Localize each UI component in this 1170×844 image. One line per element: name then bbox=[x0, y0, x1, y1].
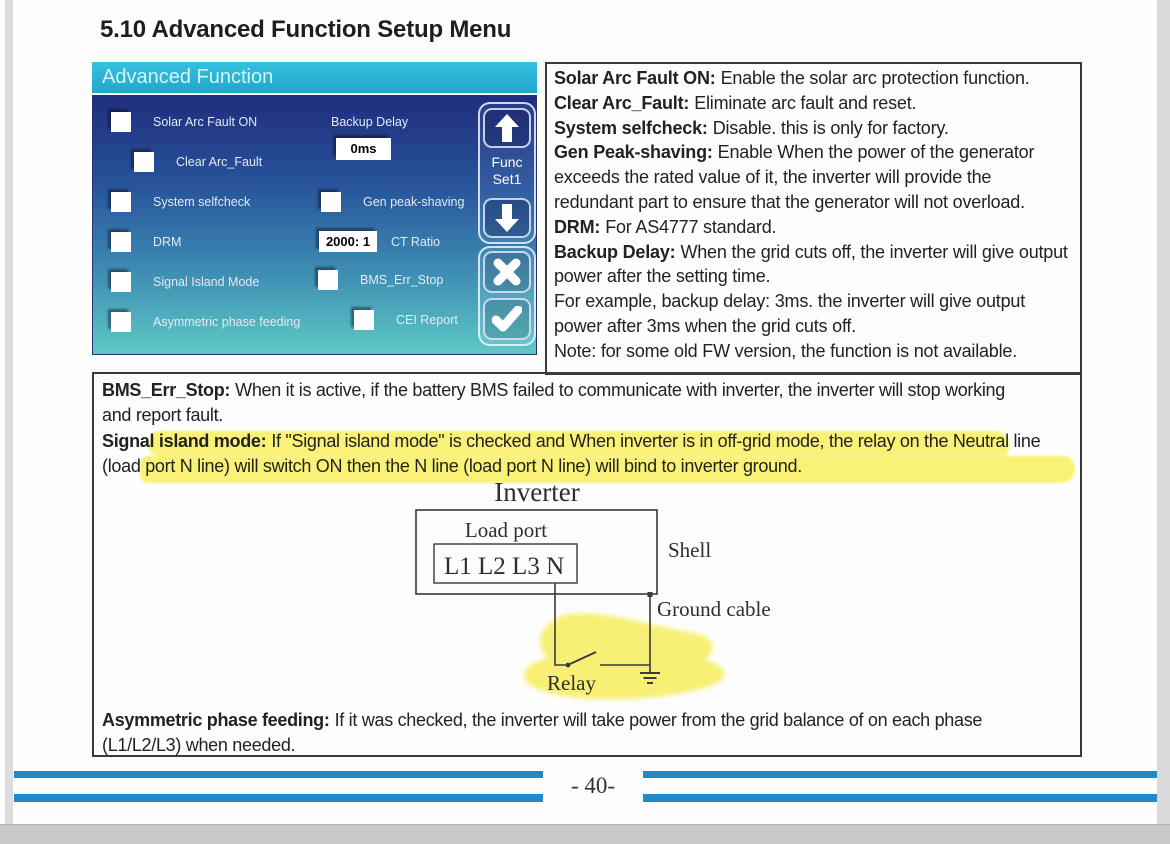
inverter-relay-diagram bbox=[94, 474, 1084, 710]
shell-label: Shell bbox=[668, 538, 712, 562]
scan-edge-left bbox=[5, 0, 13, 824]
func-set-button-group bbox=[478, 102, 536, 244]
relay-label: Relay bbox=[547, 671, 596, 695]
func-set1-label: Func Set1 bbox=[491, 154, 523, 187]
checkbox-label: Gen peak-shaving bbox=[363, 195, 465, 209]
advanced-function-panel bbox=[92, 62, 537, 357]
checkbox-asymmetric-phase-feeding[interactable] bbox=[111, 312, 131, 332]
up-arrow-icon bbox=[492, 113, 522, 143]
desc-backup-delay: Backup Delay: When the grid cuts off, the inverter will give output power after the setting time. bbox=[554, 241, 1068, 287]
desc-backup-delay-note: Note: for some old FW version, the function is not available. bbox=[554, 340, 1018, 361]
ground-cable-label: Ground cable bbox=[657, 597, 771, 621]
desc-drm: DRM: For AS4777 standard. bbox=[554, 216, 777, 237]
page-number: - 40- bbox=[543, 764, 643, 808]
panel-body bbox=[92, 95, 537, 355]
checkbox-label: CEI Report bbox=[396, 313, 458, 327]
checkbox-label: Clear Arc_Fault bbox=[176, 155, 263, 169]
checkbox-label: DRM bbox=[153, 235, 182, 249]
desc-solar-arc-fault: Solar Arc Fault ON: Enable the solar arc protection function. bbox=[554, 68, 1030, 88]
confirm-cancel-button-group bbox=[478, 246, 536, 346]
checkbox-system-selfcheck[interactable] bbox=[111, 192, 131, 212]
diagram-title: Inverter bbox=[494, 477, 580, 507]
checkbox-solar-arc-fault[interactable] bbox=[111, 112, 131, 132]
scroll-up-button[interactable] bbox=[483, 108, 531, 148]
ct-ratio-input[interactable]: 2000: 1 bbox=[319, 231, 377, 252]
desc-signal-island-mode: Signal island mode: If "Signal island mode" is checked and When inverter is in off-grid mode, the relay on the Neutral line (load port N line) will switch ON then the N line (load port N line) will bind to inverter ground. bbox=[102, 431, 1041, 476]
desc-bms-err-stop: BMS_Err_Stop: When it is active, if the battery BMS failed to communicate with inverter, the inverter will stop working and report fault. bbox=[102, 380, 1005, 425]
section-title: 5.10 Advanced Function Setup Menu bbox=[100, 16, 512, 43]
scroll-down-button[interactable] bbox=[483, 198, 531, 238]
close-icon bbox=[493, 258, 521, 286]
checkbox-label: BMS_Err_Stop bbox=[360, 273, 444, 287]
checkmark-icon bbox=[492, 306, 522, 332]
function-descriptions-box bbox=[545, 62, 1082, 375]
checkbox-signal-island-mode[interactable] bbox=[111, 272, 131, 292]
checkbox-label: Signal Island Mode bbox=[153, 275, 260, 289]
checkbox-clear-arc-fault[interactable] bbox=[134, 152, 154, 172]
scan-edge-right bbox=[1157, 0, 1170, 844]
checkbox-bms-err-stop[interactable] bbox=[318, 270, 338, 290]
backup-delay-input[interactable]: 0ms bbox=[336, 138, 391, 160]
relay-pivot-dot bbox=[566, 663, 571, 668]
desc-asymmetric-phase-feeding: Asymmetric phase feeding: If it was checked, the inverter will take power from the grid balance of on each phase (L1/L2/L3) when needed. bbox=[102, 710, 983, 755]
notes-and-diagram-box bbox=[92, 372, 1082, 757]
cancel-button[interactable] bbox=[483, 251, 531, 293]
down-arrow-icon bbox=[492, 203, 522, 233]
desc-backup-delay-example: For example, backup delay: 3ms. the inverter will give output power after 3ms when the grid cuts off. bbox=[554, 291, 1026, 336]
terminals-label: L1 L2 L3 N bbox=[444, 553, 565, 580]
checkbox-drm[interactable] bbox=[111, 232, 131, 252]
panel-title: Advanced Function bbox=[92, 62, 537, 95]
load-port-label: Load port bbox=[464, 518, 548, 542]
backup-delay-label: Backup Delay bbox=[331, 115, 409, 129]
desc-gen-peak-shaving: Gen Peak-shaving: Enable When the power of the generator exceeds the rated value of it, the inverter will provide the redundant part to ensure that the generator will not overload. bbox=[554, 142, 1035, 212]
checkbox-cei-report[interactable] bbox=[354, 310, 374, 330]
checkbox-label: Asymmetric phase feeding bbox=[153, 315, 301, 329]
desc-system-selfcheck: System selfcheck: Disable. this is only for factory. bbox=[554, 117, 949, 138]
desc-clear-arc-fault: Clear Arc_Fault: Eliminate arc fault and reset. bbox=[554, 92, 917, 113]
ct-ratio-label: CT Ratio bbox=[391, 235, 441, 249]
confirm-button[interactable] bbox=[483, 298, 531, 340]
checkbox-label: Solar Arc Fault ON bbox=[153, 115, 258, 129]
scan-edge-bottom bbox=[0, 824, 1170, 844]
checkbox-gen-peak-shaving[interactable] bbox=[321, 192, 341, 212]
checkbox-label: System selfcheck bbox=[153, 195, 251, 209]
